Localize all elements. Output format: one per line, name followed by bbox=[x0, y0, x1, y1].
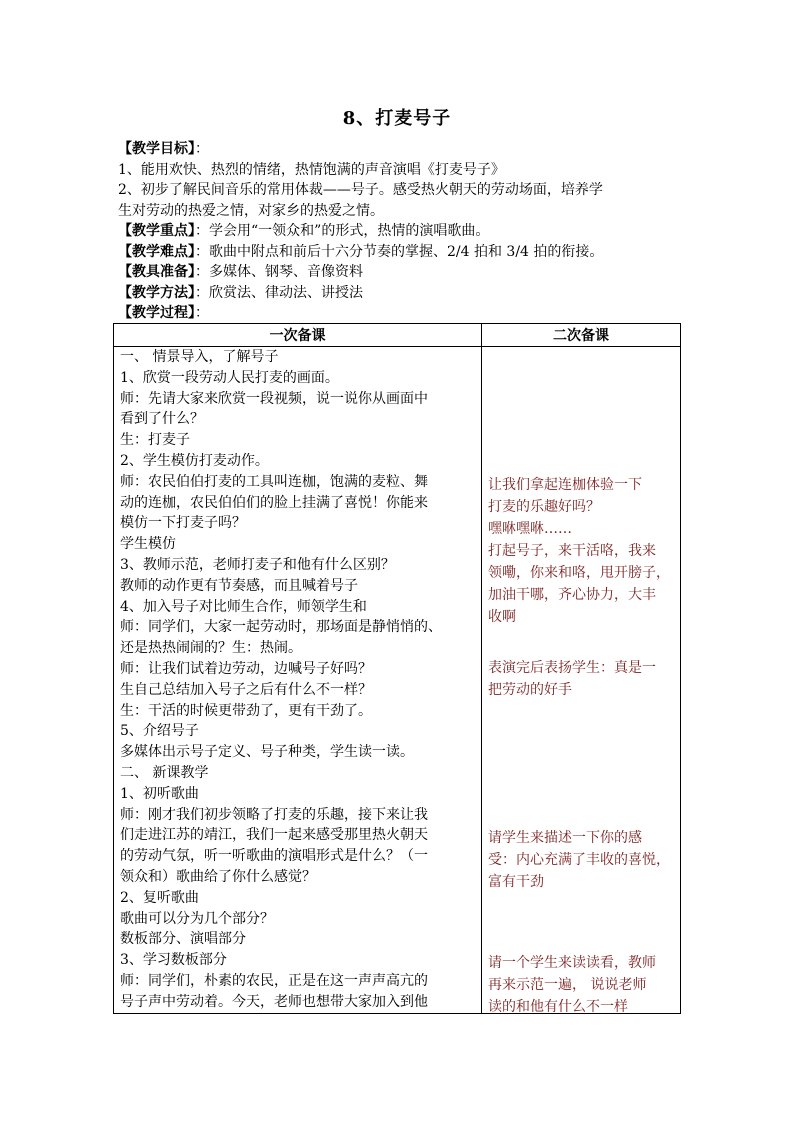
intro-text: 2、初步了解民间音乐的常用体裁——号子。感受热火朝天的劳动场面，培养学 bbox=[118, 182, 603, 198]
header-first-preparation: 一次备课 bbox=[114, 324, 482, 347]
intro-text: ：多媒体、钢琴、音像资料 bbox=[195, 264, 363, 280]
intro-label: 【教学过程】 bbox=[118, 305, 195, 321]
first-prep-line: 1、欣赏一段劳动人民打麦的画面。 bbox=[120, 369, 339, 386]
first-prep-line: 1、初听歌曲 bbox=[120, 785, 199, 802]
first-prep-line: 4、加入号子对比师生合作，师领学生和 bbox=[120, 598, 367, 615]
second-prep-note bbox=[488, 827, 676, 893]
page-title: 8、打麦号子 bbox=[342, 108, 452, 129]
first-prep-line: 5、介绍号子 bbox=[120, 723, 199, 740]
second-prep-note bbox=[488, 952, 676, 1018]
first-prep-line: 师：让我们试着边劳动，边喊号子好吗？ bbox=[120, 660, 372, 677]
note-line: 打起号子，来干活咯，我来 bbox=[488, 543, 656, 559]
first-prep-line: 2、复听歌曲 bbox=[120, 889, 199, 906]
intro-text: ：欣赏法、律动法、讲授法 bbox=[195, 284, 363, 301]
intro-line bbox=[118, 303, 684, 324]
intro-text: 生对劳动的热爱之情，对家乡的热爱之情。 bbox=[118, 202, 384, 219]
note-line: 表演完后表扬学生：真是一 bbox=[488, 660, 656, 676]
first-prep-line: 号子声中劳动着。今天，老师也想带大家加入到他 bbox=[120, 993, 428, 1010]
intro-label: 【教学重点】 bbox=[118, 223, 195, 239]
note-line: 让我们拿起连枷体验一下 bbox=[488, 477, 642, 493]
intro-label: 【教学难点】 bbox=[118, 243, 195, 260]
note-line: 收啊 bbox=[488, 609, 516, 625]
first-prep-line: 师：农民伯伯打麦的工具叫连枷，饱满的麦粒、舞 bbox=[120, 473, 428, 490]
first-prep-line: 动的连枷，农民伯伯们的脸上挂满了喜悦！你能来 bbox=[120, 494, 428, 511]
first-prep-line: 歌曲可以分为几个部分？ bbox=[120, 910, 274, 927]
first-prep-line: 师：刚才我们初步领略了打麦的乐趣，接下来让我 bbox=[120, 806, 428, 823]
note-line: 读的和他有什么不一样 bbox=[488, 999, 628, 1015]
intro-text: ： bbox=[195, 141, 209, 157]
note-line: 把劳动的好手 bbox=[488, 682, 572, 698]
intro-line bbox=[118, 221, 684, 242]
note-line: 请学生来描述一下你的感 bbox=[488, 830, 642, 846]
intro-text: ：歌曲中附点和前后十六分节奏的掌握、2/4 拍和 3/4 拍的衔接。 bbox=[195, 243, 604, 260]
note-line: 请一个学生来读读看，教师 bbox=[488, 955, 656, 971]
note-line: 领嘞，你来和咯，甩开膀子， bbox=[488, 565, 670, 581]
intro-line bbox=[118, 262, 684, 283]
first-prep-line: 2、学生模仿打麦动作。 bbox=[120, 452, 269, 469]
note-line: 嘿咻嘿咻…… bbox=[488, 521, 572, 537]
first-prep-line: 领众和）歌曲给了你什么感觉？ bbox=[120, 868, 316, 885]
first-prep-line: 3、教师示范，老师打麦子和他有什么区别？ bbox=[120, 556, 395, 573]
first-prep-line: 看到了什么？ bbox=[120, 411, 204, 428]
note-line: 受：内心充满了丰收的喜悦， bbox=[488, 852, 670, 868]
first-prep-line: 教师的动作更有节奏感，而且喊着号子 bbox=[120, 577, 358, 594]
second-preparation-cell bbox=[482, 347, 681, 1014]
second-prep-note bbox=[488, 474, 676, 628]
note-line: 富有干劲 bbox=[488, 874, 544, 890]
intro-label: 【教具准备】 bbox=[118, 264, 195, 280]
intro-text: ：学会用“一领众和”的形式，热情的演唱歌曲。 bbox=[195, 223, 490, 239]
first-prep-line: 多媒体出示号子定义、号子种类，学生读一读。 bbox=[120, 744, 414, 761]
first-prep-line: 3、学习数板部分 bbox=[120, 952, 227, 969]
header-second-preparation: 二次备课 bbox=[482, 324, 681, 347]
first-prep-line: 生自己总结加入号子之后有什么不一样？ bbox=[120, 681, 372, 698]
intro-line bbox=[118, 160, 684, 181]
note-line: 加油干哪，齐心协力，大丰 bbox=[488, 587, 656, 603]
first-prep-line: 师：先请大家来欣赏一段视频，说一说你从画面中 bbox=[120, 390, 428, 407]
second-prep-note bbox=[488, 657, 676, 701]
intro-label: 【教学目标】 bbox=[118, 141, 195, 157]
intro-line bbox=[118, 180, 684, 201]
intro-line bbox=[118, 139, 684, 160]
first-prep-line: 的劳动气氛，听一听歌曲的演唱形式是什么？（一 bbox=[120, 848, 428, 865]
intro-text: ： bbox=[195, 305, 209, 321]
first-prep-line: 生：打麦子 bbox=[120, 432, 190, 449]
first-prep-line: 生：干活的时候更带劲了，更有干劲了。 bbox=[120, 702, 372, 719]
intro-line bbox=[118, 283, 684, 304]
note-line: 再来示范一遍， 说说老师 bbox=[488, 977, 647, 993]
intro-line bbox=[118, 242, 684, 263]
intro-text: 1、能用欢快、热烈的情绪，热情饱满的声音演唱《打麦号子》 bbox=[118, 161, 505, 178]
intro-label: 【教学方法】 bbox=[118, 284, 195, 301]
first-prep-line: 师：同学们，大家一起劳动时，那场面是静悄悄的、 bbox=[120, 619, 442, 636]
lesson-plan-table bbox=[113, 323, 681, 1014]
first-prep-line: 数板部分、演唱部分 bbox=[120, 931, 246, 948]
note-line: 打麦的乐趣好吗？ bbox=[488, 499, 600, 515]
first-preparation-cell bbox=[114, 347, 482, 1014]
first-prep-line: 一、 情景导入，了解号子 bbox=[120, 349, 279, 365]
first-prep-line: 们走进江苏的靖江，我们一起来感受那里热火朝天 bbox=[120, 827, 428, 844]
first-prep-line: 师：同学们，朴素的农民，正是在这一声声高亢的 bbox=[120, 972, 428, 989]
first-prep-line: 二、 新课教学 bbox=[120, 764, 209, 781]
first-prep-line: 学生模仿 bbox=[120, 536, 176, 553]
intro-line bbox=[118, 201, 684, 222]
lesson-intro bbox=[118, 139, 684, 324]
first-prep-line: 模仿一下打麦子吗？ bbox=[120, 515, 246, 532]
first-prep-line: 还是热热闹闹的？生：热闹。 bbox=[120, 640, 302, 657]
